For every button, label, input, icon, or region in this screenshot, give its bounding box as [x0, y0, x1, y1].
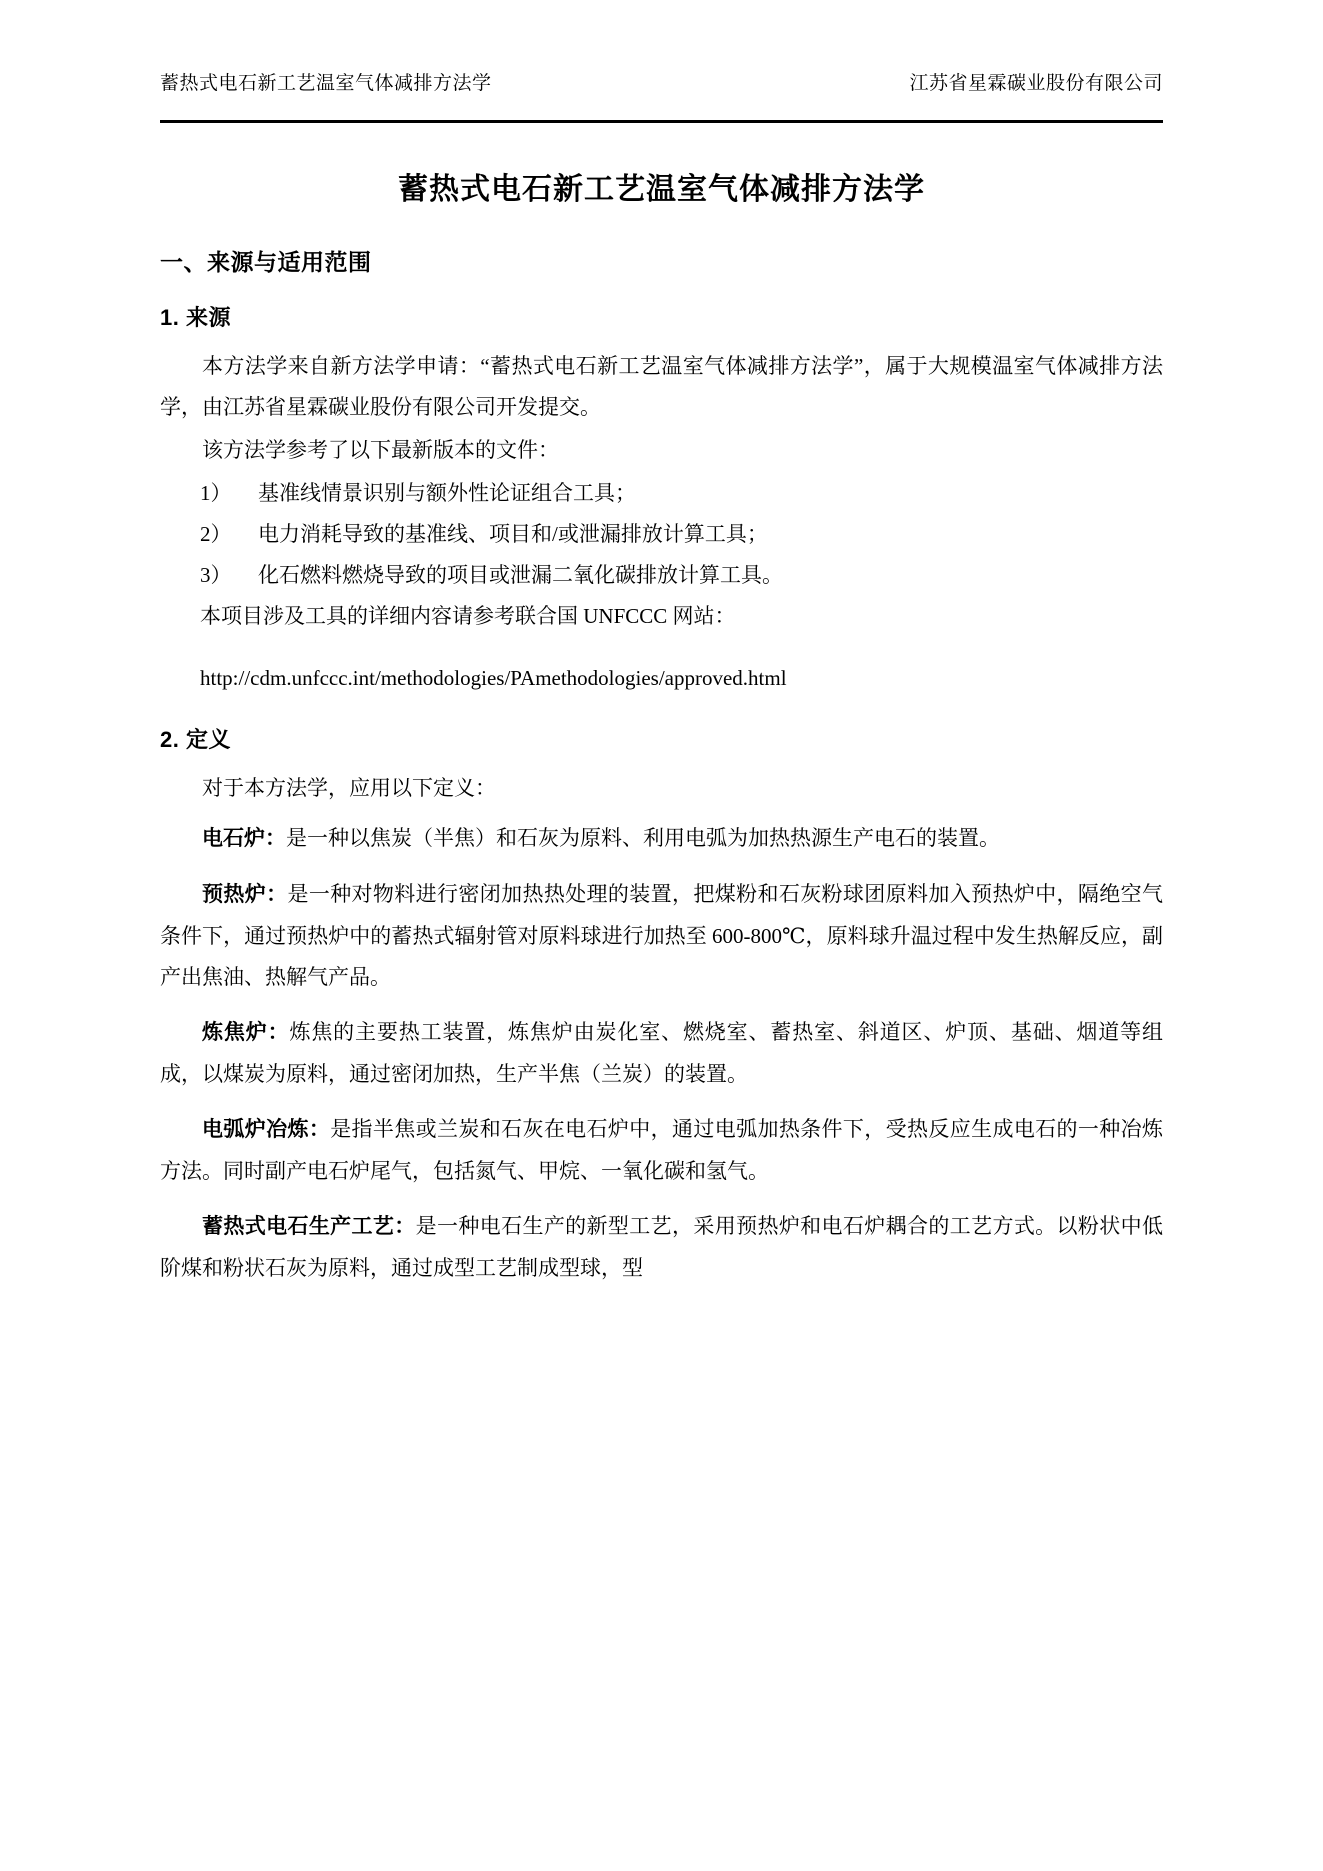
subsection-heading-definitions: 2. 定义	[160, 726, 231, 752]
list-item-number: 2）	[200, 521, 232, 546]
definition-text: 是一种以焦炭（半焦）和石灰为原料、利用电弧为加热热源生产电石的装置。	[286, 826, 1000, 851]
unfccc-url[interactable]: http://cdm.unfccc.int/methodologies/PAmethodologies/approved.html	[200, 665, 787, 690]
definition-item	[160, 818, 1163, 860]
list-item	[200, 473, 1163, 514]
document-body	[160, 142, 1163, 1289]
definition-term: 电石炉：	[202, 827, 286, 851]
section-heading-source-scope: 一、来源与适用范围	[160, 249, 372, 275]
list-item-number: 3）	[200, 562, 232, 587]
list-item	[200, 514, 1163, 555]
definition-term: 预热炉：	[202, 883, 288, 907]
page-header	[160, 68, 1163, 95]
paragraph-reference-intro: 该方法学参考了以下最新版本的文件：	[202, 437, 559, 462]
definition-text: 是一种电石生产的新型工艺，采用预热炉和电石炉耦合的工艺方式。以粉状中低阶煤和粉状石灰为原料，通过成型工艺制成型球，型	[160, 1213, 1164, 1280]
list-item-label: 电力消耗导致的基准线、项目和/或泄漏排放计算工具；	[258, 521, 768, 546]
list-item-label: 基准线情景识别与额外性论证组合工具；	[258, 480, 636, 505]
definition-term: 蓄热式电石生产工艺：	[202, 1214, 416, 1238]
definition-item	[160, 1109, 1163, 1192]
list-item-label: 化石燃料燃烧导致的项目或泄漏二氧化碳排放计算工具。	[258, 562, 783, 587]
definition-item	[160, 1206, 1163, 1289]
list-item	[200, 555, 1163, 596]
paragraph-unfccc-note: 本项目涉及工具的详细内容请参考联合国 UNFCCC 网站：	[200, 603, 736, 628]
header-divider	[160, 120, 1163, 123]
subsection-heading-source: 1. 来源	[160, 305, 231, 330]
header-left-text: 蓄热式电石新工艺温室气体减排方法学	[160, 73, 492, 94]
definition-item	[160, 874, 1163, 998]
definition-item	[160, 1012, 1163, 1095]
paragraph-definitions-intro: 对于本方法学，应用以下定义：	[202, 775, 496, 800]
definition-term: 炼焦炉：	[202, 1021, 290, 1045]
list-item-number: 1）	[200, 480, 232, 505]
paragraph-source-intro: 本方法学来自新方法学申请：“蓄热式电石新工艺温室气体减排方法学”，属于大规模温室气体减排方法学，由江苏省星霖碳业股份有限公司开发提交。	[160, 354, 1163, 419]
reference-tool-list	[160, 473, 1163, 596]
definition-text: 是一种对物料进行密闭加热热处理的装置，把煤粉和石灰粉球团原料加入预热炉中，隔绝空气条件下，通过预热炉中的蓄热式辐射管对原料球进行加热至 600-800℃，原料球升温过程中发生热解反应，副产出焦油、热解气产品。	[160, 882, 1164, 990]
page-title: 蓄热式电石新工艺温室气体减排方法学	[398, 173, 925, 206]
definition-text: 炼焦的主要热工装置，炼焦炉由炭化室、燃烧室、蓄热室、斜道区、炉顶、基础、烟道等组成，以煤炭为原料，通过密闭加热，生产半焦（兰炭）的装置。	[160, 1020, 1164, 1087]
definition-term: 电弧炉冶炼：	[202, 1118, 331, 1142]
header-right-text: 江苏省星霖碳业股份有限公司	[909, 73, 1163, 94]
definition-text: 是指半焦或兰炭和石灰在电石炉中，通过电弧加热条件下，受热反应生成电石的一种冶炼方法。同时副产电石炉尾气，包括氮气、甲烷、一氧化碳和氢气。	[160, 1117, 1164, 1183]
